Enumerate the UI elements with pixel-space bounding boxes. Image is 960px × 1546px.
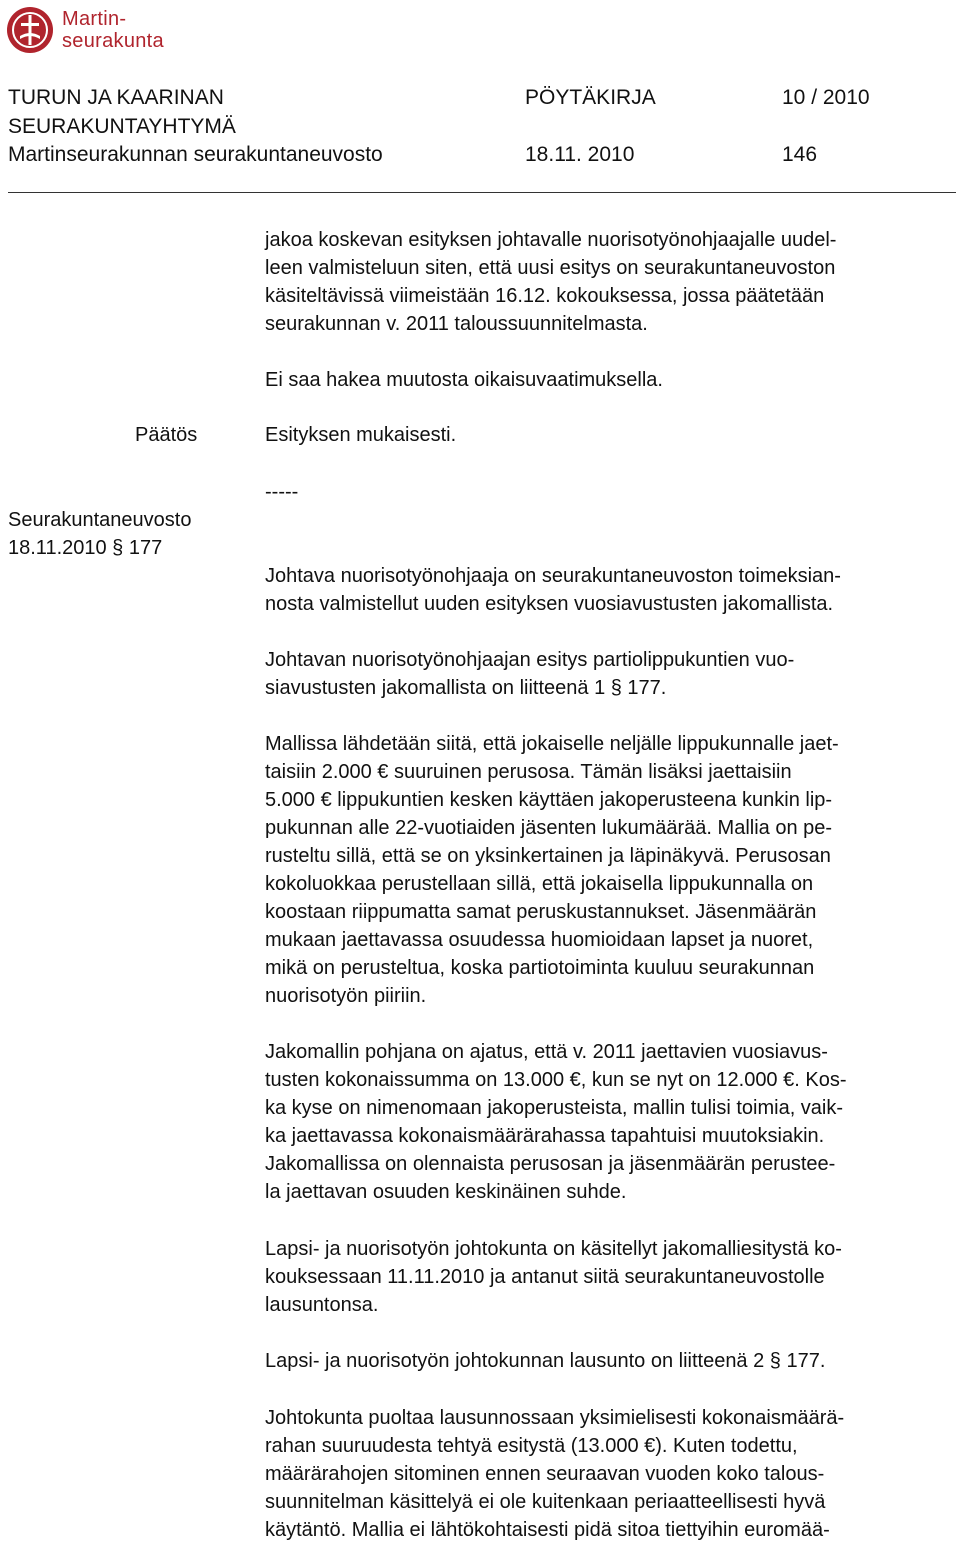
section-reference: 18.11.2010 § 177 bbox=[8, 537, 163, 559]
text-line: siavustusten jakomallista on liitteenä 1 § 177. bbox=[265, 677, 667, 699]
text-line: pukunnan alle 22-vuotiaiden jäsenten lukumäärää. Mallia on pe- bbox=[265, 817, 833, 839]
decision-label: Päätös bbox=[135, 424, 198, 446]
text-line: 5.000 € lippukuntien kesken käyttäen jakoperusteena kunkin lip- bbox=[265, 789, 833, 811]
text-line: Lapsi- ja nuorisotyön johtokunnan lausunto on liitteenä 2 § 177. bbox=[265, 1350, 826, 1372]
text-line: Johtavan nuorisotyönohjaajan esitys partiolippukuntien vuo- bbox=[265, 649, 795, 671]
paragraph-2 bbox=[265, 562, 957, 618]
paragraph-appeal-note bbox=[265, 366, 957, 394]
text-line: tusten kokonaissumma on 13.000 €, kun se nyt on 12.000 €. Kos- bbox=[265, 1069, 847, 1091]
logo-line-2: seurakunta bbox=[62, 30, 164, 52]
paragraph-3 bbox=[265, 646, 957, 702]
org-name-line-3: Martinseurakunnan seurakuntaneuvosto bbox=[8, 143, 383, 166]
paragraph-8 bbox=[265, 1404, 957, 1544]
text-line: ka kyse on nimenomaan jakoperusteista, mallin tulisi toimia, vaik- bbox=[265, 1097, 844, 1119]
page-number: 146 bbox=[782, 143, 818, 166]
document-type: PÖYTÄKIRJA bbox=[525, 86, 656, 109]
section-separator bbox=[265, 478, 957, 506]
text-line: kokoluokkaa perustellaan sillä, että jokaisella lippukunnalla on bbox=[265, 873, 814, 895]
meeting-date: 18.11. 2010 bbox=[525, 143, 635, 166]
text-line: lausuntonsa. bbox=[265, 1294, 379, 1316]
paragraph-6 bbox=[265, 1235, 957, 1319]
text-line: käsiteltävissä viimeistään 16.12. kokouksessa, jossa päätetään bbox=[265, 285, 825, 307]
text-line: Mallissa lähdetään siitä, että jokaiselle neljälle lippukunnalle jaet- bbox=[265, 733, 839, 755]
logo bbox=[6, 4, 164, 56]
text-line: ----- bbox=[265, 481, 299, 503]
text-line: koostaan riippumatta samat peruskustannukset. Jäsenmäärän bbox=[265, 901, 817, 923]
text-line: Ei saa hakea muutosta oikaisuvaatimuksella. bbox=[265, 369, 663, 391]
text-line: käytäntö. Mallia ei lähtökohtaisesti pidä sitoa tiettyihin euromää- bbox=[265, 1519, 830, 1541]
paragraph-5 bbox=[265, 1038, 957, 1206]
org-name-line-2: SEURAKUNTAYHTYMÄ bbox=[8, 115, 236, 138]
paragraph-1 bbox=[265, 226, 957, 338]
header-divider bbox=[8, 192, 956, 193]
text-line: Esityksen mukaisesti. bbox=[265, 424, 457, 446]
text-line: rusteltu sillä, että se on yksinkertainen ja läpinäkyvä. Perusosan bbox=[265, 845, 831, 867]
text-line: Jakomallissa on olennaista perusosan ja jäsenmäärän perustee- bbox=[265, 1153, 836, 1175]
text-line: jakoa koskevan esityksen johtavalle nuorisotyönohjaajalle uudel- bbox=[265, 229, 837, 251]
document-number: 10 / 2010 bbox=[782, 86, 870, 109]
text-line: taisiin 2.000 € suuruinen perusosa. Tämän lisäksi jaettaisiin bbox=[265, 761, 792, 783]
logo-wordmark bbox=[62, 8, 164, 52]
text-line: määrärahojen sitominen ennen seuraavan vuoden koko talous- bbox=[265, 1463, 825, 1485]
text-line: suunnitelman käsittelyä ei ole kuitenkaan periaatteellisesti hyvä bbox=[265, 1491, 826, 1513]
section-body-label: Seurakuntaneuvosto bbox=[8, 509, 192, 531]
text-line: Johtokunta puoltaa lausunnossaan yksimielisesti kokonaismäärä- bbox=[265, 1407, 845, 1429]
paragraph-4 bbox=[265, 730, 957, 1010]
org-name-line-1: TURUN JA KAARINAN bbox=[8, 86, 224, 109]
text-line: la jaettavan osuuden keskinäinen suhde. bbox=[265, 1181, 627, 1203]
text-line: nuorisotyön piiriin. bbox=[265, 985, 427, 1007]
text-line: kouksessaan 11.11.2010 ja antanut siitä seurakuntaneuvostolle bbox=[265, 1266, 825, 1288]
paragraph-7 bbox=[265, 1347, 957, 1375]
paragraph-decision bbox=[265, 421, 957, 449]
text-line: rahan suuruudesta tehtyä esitystä (13.000 €). Kuten todettu, bbox=[265, 1435, 798, 1457]
text-line: Johtava nuorisotyönohjaaja on seurakuntaneuvoston toimeksian- bbox=[265, 565, 841, 587]
text-line: seurakunnan v. 2011 taloussuunnitelmasta. bbox=[265, 313, 648, 335]
text-line: ka jaettavassa kokonaismäärärahassa tapahtuisi muutoksiakin. bbox=[265, 1125, 825, 1147]
church-emblem-icon bbox=[6, 6, 54, 54]
logo-line-1: Martin- bbox=[62, 8, 127, 30]
text-line: nosta valmistellut uuden esityksen vuosiavustusten jakomallista. bbox=[265, 593, 834, 615]
text-line: mikä on perusteltua, koska partiotoiminta kuuluu seurakunnan bbox=[265, 957, 815, 979]
text-line: mukaan jaettavassa osuudessa huomioidaan lapset ja nuoret, bbox=[265, 929, 814, 951]
text-line: Jakomallin pohjana on ajatus, että v. 2011 jaettavien vuosiavus- bbox=[265, 1041, 828, 1063]
text-line: leen valmisteluun siten, että uusi esitys on seurakuntaneuvoston bbox=[265, 257, 836, 279]
text-line: Lapsi- ja nuorisotyön johtokunta on käsitellyt jakomalliesitystä ko- bbox=[265, 1238, 842, 1260]
